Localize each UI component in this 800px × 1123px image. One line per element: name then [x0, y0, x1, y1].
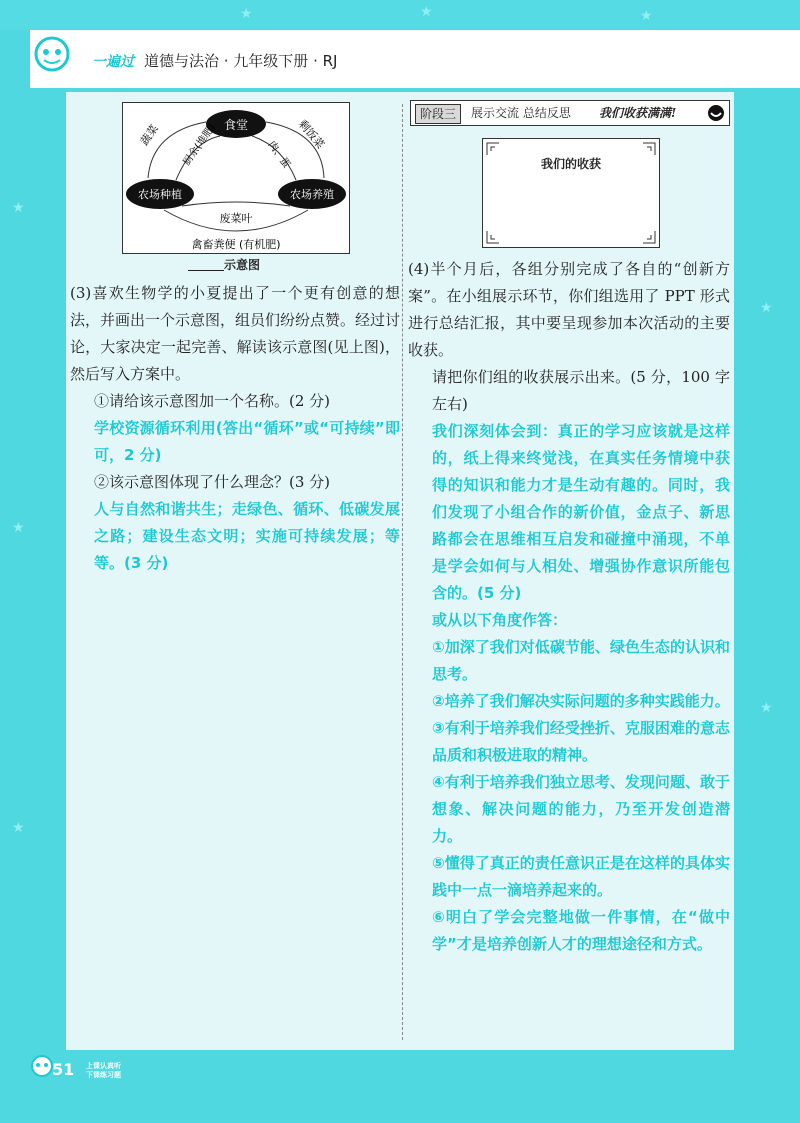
footer-slogan [86, 1062, 121, 1080]
cycle-diagram [122, 102, 350, 254]
label-meat-egg: 肉、蛋 [265, 139, 292, 171]
q4-point: ③有利于培养我们经受挫折、克服困难的意志品质和积极进取的精神。 [432, 719, 730, 764]
caption-text: 示意图 [224, 258, 261, 272]
stage-slogan: 我们收获满满! [599, 106, 677, 120]
caption-blank [188, 258, 224, 271]
mascot-logo-icon [30, 32, 88, 80]
q4-point: ②培养了我们解决实际问题的多种实践能力。 [432, 692, 730, 710]
label-leftovers: 剩饭菜 [295, 117, 327, 152]
label-vegetables: 蔬菜 [137, 122, 162, 148]
page-footer [0, 1088, 800, 1123]
label-waste-leaves: 废菜叶 [219, 212, 253, 225]
page-frame-top [0, 0, 800, 30]
star-decoration-icon: ★ [12, 520, 25, 536]
star-decoration-icon: ★ [640, 8, 653, 24]
diagram-caption [188, 256, 260, 273]
canteen-label: 食堂 [223, 118, 249, 132]
stage-tag: 阶段三 [415, 104, 461, 124]
corner-ornament-icon [486, 142, 500, 156]
star-decoration-icon: ★ [12, 200, 25, 216]
q4-point: ⑥明白了学会完整地做一件事情，在“做中学”才是培养创新人才的理想途径和方式。 [432, 908, 730, 953]
q4-point: ④有利于培养我们独立思考、发现问题、敢于想象、解决问题的能力，乃至开发创造潜力。 [432, 773, 730, 845]
q3-sub1: ①请给该示意图加一个名称。(2 分) [94, 392, 331, 410]
series-name: 一遍过 [92, 54, 134, 70]
footer-slogan-line1: 上课认真听 [86, 1062, 121, 1070]
breeding-label: 农场养殖 [290, 188, 334, 201]
stage-title: 展示交流 总结反思 [471, 106, 571, 120]
page-number: 51 [52, 1060, 75, 1079]
q3-sub2: ②该示意图体现了什么理念？(3 分) [94, 473, 331, 491]
q4-task: 请把你们组的收获展示出来。(5 分，100 字左右) [432, 368, 730, 413]
q3-intro: (3)喜欢生物学的小夏提出了一个更有创意的想法，并画出一个示意图，组员们纷纷点赞。经过讨论，大家决定一起完善、解读该示意图(见上图)，然后写入方案中。 [70, 284, 401, 383]
stage-banner [410, 100, 730, 126]
harvest-box [482, 138, 660, 248]
star-decoration-icon: ★ [760, 300, 773, 316]
footer-slogan-line2: 下课练习题 [86, 1071, 121, 1079]
star-decoration-icon: ★ [12, 820, 25, 836]
corner-ornament-icon [486, 230, 500, 244]
book-subject: 道德与法治 · 九年级下册 · RJ [144, 52, 338, 70]
q4-point: ①加深了我们对低碳节能、绿色生态的认识和思考。 [432, 638, 730, 683]
q4-answer-main: 我们深刻体会到：真正的学习应该就是这样的，纸上得来终觉浅，在真实任务情境中获得的知识和能力才是生动有趣的。同时，我们发现了小组合作的新价值，金点子、新思路都会在思维相互启发和碰撞中涌现，不单是学会如何与人相处、增强协作意识所能包含的。(5 分) [432, 422, 730, 602]
q3-answer2: 人与自然和谐共生；走绿色、循环、低碳发展之路；建设生态文明；实施可持续发展；等等。(3 分) [94, 500, 400, 572]
label-manure: 禽畜粪便 (有机肥) [191, 238, 281, 251]
corner-ornament-icon [642, 142, 656, 156]
label-kitchen-waste: 厨余(堆肥) [181, 122, 218, 168]
q4-intro: (4)半个月后，各组分别完成了各自的“创新方案”。在小组展示环节，你们组选用了 PPT 形式进行总结汇报，其中要呈现参加本次活动的主要收获。 [408, 260, 730, 359]
corner-ornament-icon [642, 230, 656, 244]
star-decoration-icon: ★ [760, 700, 773, 716]
question-4 [408, 256, 730, 958]
planting-label: 农场种植 [138, 188, 182, 201]
q3-answer1: 学校资源循环利用(答出“循环”或“可持续”即可，2 分) [94, 419, 400, 464]
star-decoration-icon: ★ [420, 4, 433, 20]
star-decoration-icon: ★ [240, 6, 253, 22]
question-3 [70, 280, 400, 577]
q4-answer-or: 或从以下角度作答： [432, 611, 568, 629]
column-divider [402, 104, 403, 1040]
page-header [30, 30, 800, 88]
mascot-footer-icon [30, 1054, 54, 1082]
harvest-title: 我们的收获 [540, 157, 601, 171]
q4-point: ⑤懂得了真正的责任意识正是在这样的具体实践中一点一滴培养起来的。 [432, 854, 730, 899]
smile-icon [707, 104, 725, 122]
